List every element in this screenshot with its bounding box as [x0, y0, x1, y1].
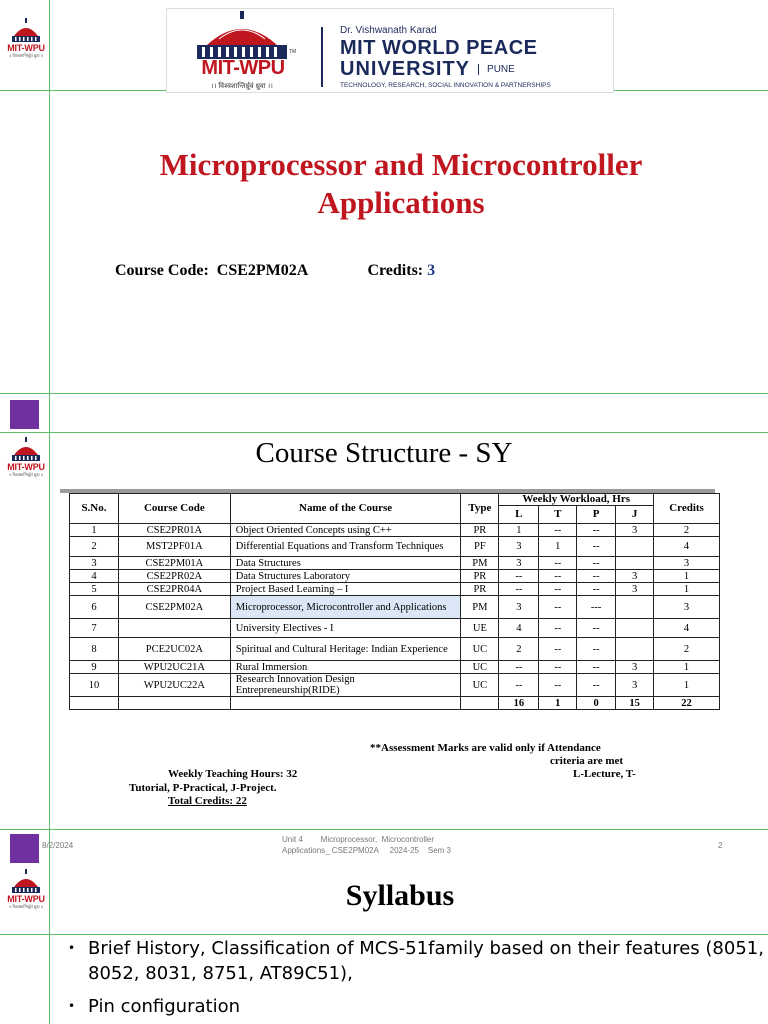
cell-t: --	[539, 583, 577, 596]
cell-j: 3	[616, 661, 654, 674]
cell-total-t: 1	[539, 697, 577, 710]
cell-p: --	[577, 661, 616, 674]
cell-empty	[461, 697, 499, 710]
cell-course-code: CSE2PM01A	[118, 557, 230, 570]
side-logo-text: MIT-WPU	[7, 43, 45, 53]
footer-page-number: 2	[718, 841, 723, 850]
cell-course-code: CSE2PM02A	[118, 596, 230, 619]
cell-j	[616, 596, 654, 619]
cell-p: ---	[577, 596, 616, 619]
cell-course-code	[118, 619, 230, 638]
cell-course-code: PCE2UC02A	[118, 638, 230, 661]
header-p: P	[577, 506, 616, 524]
table-row-totals	[70, 697, 720, 710]
founder-name: Dr. Vishwanath Karad	[340, 25, 437, 36]
cell-course-name: University Electives - I	[230, 619, 461, 638]
list-item: • Brief History, Classification of MCS-51family based on their features (8051, 8052, 8031, 8751, AT89C51),	[68, 936, 768, 986]
cell-p: --	[577, 537, 616, 557]
cell-l: --	[499, 674, 539, 697]
cell-t: --	[539, 596, 577, 619]
cell-total-l: 16	[499, 697, 539, 710]
cell-t: --	[539, 619, 577, 638]
cell-course-name: Data Structures Laboratory	[230, 570, 461, 583]
header-sno: S.No.	[70, 494, 119, 524]
cell-l: 4	[499, 619, 539, 638]
cell-type: PM	[461, 596, 499, 619]
purple-square	[10, 834, 39, 863]
cell-j	[616, 557, 654, 570]
course-meta	[115, 262, 435, 280]
cell-type: UC	[461, 661, 499, 674]
cell-course-name: Rural Immersion	[230, 661, 461, 674]
header-type: Type	[461, 494, 499, 524]
cell-credits: 1	[654, 583, 720, 596]
cell-l: 3	[499, 596, 539, 619]
course-title-line1: Microprocessor and Microcontroller	[159, 147, 643, 182]
cell-type: PR	[461, 583, 499, 596]
cell-j: 3	[616, 570, 654, 583]
cell-credits: 1	[654, 661, 720, 674]
footer-guide	[0, 829, 768, 830]
cell-credits: 2	[654, 524, 720, 537]
university-name-line1: MIT WORLD PEACE	[340, 37, 538, 59]
cell-t: 1	[539, 537, 577, 557]
cell-credits: 3	[654, 557, 720, 570]
side-logo	[4, 18, 48, 58]
slide-horizontal-guide	[0, 934, 768, 935]
header-weekly-workload: Weekly Workload, Hrs	[499, 494, 654, 506]
table-row	[70, 524, 720, 537]
cell-p: --	[577, 619, 616, 638]
course-code-value: CSE2PM02A	[216, 262, 308, 279]
header-t: T	[539, 506, 577, 524]
legend-part-b: Tutorial, P-Practical, J-Project.	[129, 782, 277, 794]
cell-p: --	[577, 638, 616, 661]
university-city: PUNE	[478, 64, 515, 75]
footer-center-line2: Applications_ CSE2PM02A 2024-25 Sem 3	[282, 846, 451, 855]
cell-type: UC	[461, 674, 499, 697]
cell-sno: 6	[70, 596, 119, 619]
table-row	[70, 583, 720, 596]
header-j: J	[616, 506, 654, 524]
cell-total-j: 15	[616, 697, 654, 710]
slide-course-structure	[0, 393, 768, 865]
slide-vertical-guide	[49, 0, 50, 393]
purple-square	[10, 400, 39, 429]
cell-t: --	[539, 570, 577, 583]
slide-horizontal-guide	[0, 432, 768, 433]
cell-course-name: Research Innovation Design Entrepreneurship(RIDE)	[230, 674, 461, 697]
university-name-line2: UNIVERSITY	[340, 58, 471, 80]
cell-course-name: Data Structures	[230, 557, 461, 570]
cell-empty	[118, 697, 230, 710]
cell-l: --	[499, 570, 539, 583]
weekly-teaching-hours: Weekly Teaching Hours: 32	[168, 768, 298, 780]
cell-sno: 1	[70, 524, 119, 537]
cell-credits: 3	[654, 596, 720, 619]
cell-j: 3	[616, 524, 654, 537]
cell-p: --	[577, 583, 616, 596]
table-row	[70, 619, 720, 638]
side-logo-text: MIT-WPU	[7, 894, 45, 904]
cell-course-code: MST2PF01A	[118, 537, 230, 557]
side-logo-tagline: ॥ विश्वशान्तिर्ध्रुवं ध्रुवा ॥	[8, 904, 44, 909]
header-course-code: Course Code	[118, 494, 230, 524]
cell-course-code: CSE2PR04A	[118, 583, 230, 596]
cell-course-code: WPU2UC22A	[118, 674, 230, 697]
header-credits: Credits	[654, 494, 720, 524]
cell-total-credits: 22	[654, 697, 720, 710]
cell-course-name: Microprocessor, Microcontroller and Applications	[230, 596, 461, 619]
course-title	[60, 146, 742, 222]
cell-j	[616, 619, 654, 638]
cell-sno: 7	[70, 619, 119, 638]
university-banner	[166, 8, 614, 93]
cell-l: --	[499, 583, 539, 596]
side-logo-tagline: ॥ विश्वशान्तिर्ध्रुवं ध्रुवा ॥	[8, 53, 44, 58]
cell-course-name: Object Oriented Concepts using C++	[230, 524, 461, 537]
cell-course-name: Differential Equations and Transform Techniques	[230, 537, 461, 557]
credits-label: Credits:	[367, 262, 424, 279]
cell-j	[616, 537, 654, 557]
banner-tagline: ।। विश्वशान्तिर्ध्रुवं ध्रुवा ।।	[211, 83, 273, 90]
cell-type: UE	[461, 619, 499, 638]
cell-l: 3	[499, 537, 539, 557]
syllabus-list	[68, 936, 768, 1024]
cell-j	[616, 638, 654, 661]
cell-empty	[230, 697, 461, 710]
cell-j: 3	[616, 583, 654, 596]
list-item: • Pin configuration	[68, 994, 768, 1019]
cell-l: --	[499, 661, 539, 674]
criteria-note: criteria are met	[550, 755, 624, 767]
cell-p: --	[577, 524, 616, 537]
table-row	[70, 570, 720, 583]
side-logo-tagline: ॥ विश्वशान्तिर्ध्रुवं ध्रुवा ॥	[8, 472, 44, 477]
legend-part-a: L-Lecture, T-	[573, 768, 636, 780]
slide-title: Course Structure - SY	[255, 437, 513, 469]
cell-credits: 1	[654, 570, 720, 583]
university-motto: TECHNOLOGY, RESEARCH, SOCIAL INNOVATION & PARTNERSHIPS	[340, 82, 551, 89]
cell-credits: 4	[654, 537, 720, 557]
table-row	[70, 661, 720, 674]
cell-sno: 10	[70, 674, 119, 697]
cell-sno: 8	[70, 638, 119, 661]
table-row	[70, 557, 720, 570]
cell-j: 3	[616, 674, 654, 697]
cell-sno: 3	[70, 557, 119, 570]
cell-credits: 2	[654, 638, 720, 661]
cell-sno: 2	[70, 537, 119, 557]
banner-name-block	[340, 25, 612, 90]
cell-t: --	[539, 674, 577, 697]
cell-t: --	[539, 661, 577, 674]
cell-type: PR	[461, 570, 499, 583]
course-code-label: Course Code:	[115, 262, 209, 279]
cell-course-code: CSE2PR01A	[118, 524, 230, 537]
footer-center-line1: Unit 4 Microprocessor, Microcontroller	[282, 835, 435, 844]
credits-value: 3	[427, 262, 436, 279]
dome-icon	[8, 18, 44, 44]
cell-credits: 4	[654, 619, 720, 638]
slide-title: Syllabus	[345, 879, 455, 912]
slide-top-guide	[0, 393, 768, 394]
table-row	[70, 638, 720, 661]
cell-l: 2	[499, 638, 539, 661]
side-logo-text: MIT-WPU	[7, 462, 45, 472]
banner-logo	[167, 9, 317, 94]
cell-l: 3	[499, 557, 539, 570]
cell-empty	[70, 697, 119, 710]
table-row	[70, 674, 720, 697]
trademark-mark: TM	[289, 49, 297, 55]
banner-separator	[321, 27, 323, 87]
footer-date: 8/2/2024	[42, 841, 74, 850]
course-structure-table-wrap	[60, 489, 715, 738]
course-structure-table	[69, 493, 720, 710]
cell-credits: 1	[654, 674, 720, 697]
slide-title	[0, 0, 768, 393]
total-credits: Total Credits: 22	[168, 795, 247, 807]
header-course-name: Name of the Course	[230, 494, 461, 524]
cell-t: --	[539, 524, 577, 537]
cell-sno: 4	[70, 570, 119, 583]
cell-t: --	[539, 557, 577, 570]
cell-course-name: Project Based Learning – I	[230, 583, 461, 596]
header-l: L	[499, 506, 539, 524]
cell-type: PR	[461, 524, 499, 537]
cell-course-code: WPU2UC21A	[118, 661, 230, 674]
slide-syllabus	[0, 865, 768, 1024]
cell-t: --	[539, 638, 577, 661]
cell-p: --	[577, 570, 616, 583]
cell-sno: 9	[70, 661, 119, 674]
table-row	[70, 537, 720, 557]
cell-p: --	[577, 674, 616, 697]
course-title-line2: Applications	[317, 185, 485, 220]
cell-type: UC	[461, 638, 499, 661]
table-row	[70, 596, 720, 619]
cell-l: 1	[499, 524, 539, 537]
cell-total-p: 0	[577, 697, 616, 710]
cell-type: PM	[461, 557, 499, 570]
cell-sno: 5	[70, 583, 119, 596]
cell-p: --	[577, 557, 616, 570]
assessment-note: **Assessment Marks are valid only if Attendance	[370, 742, 601, 754]
banner-logo-text: MIT-WPU	[201, 57, 285, 79]
cell-course-name: Spiritual and Cultural Heritage: Indian Experience	[230, 638, 461, 661]
cell-type: PF	[461, 537, 499, 557]
cell-course-code: CSE2PR02A	[118, 570, 230, 583]
